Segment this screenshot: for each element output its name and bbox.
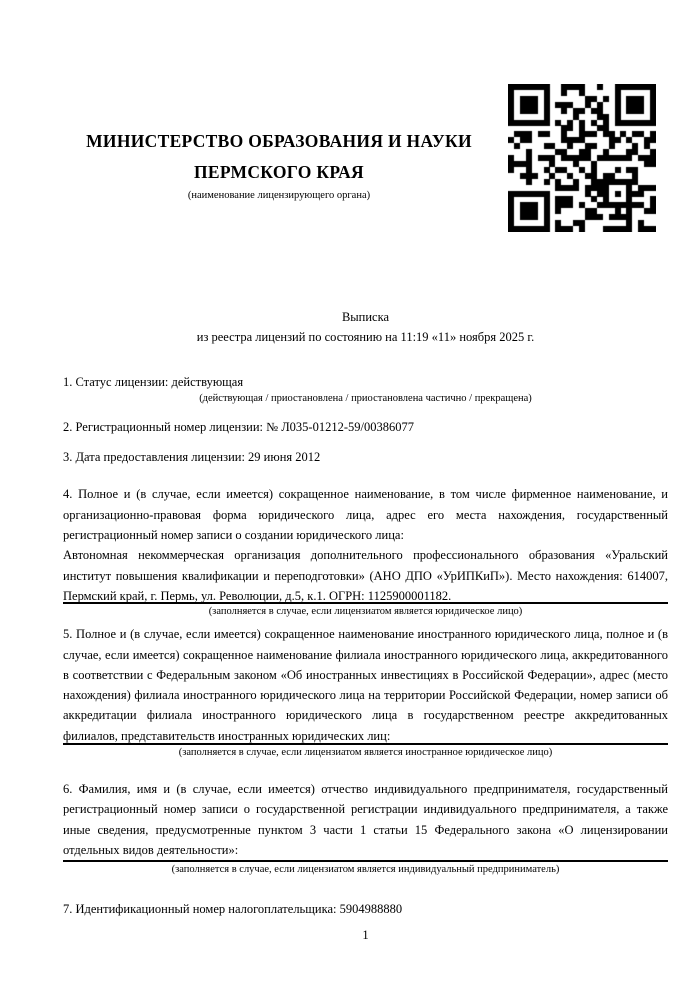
taxpayer-id: 7. Идентификационный номер налогоплательщика: 5904988880 bbox=[63, 902, 403, 917]
document-subtitle-date: из реестра лицензий по состоянию на 11:19 «11» ноября 2025 г. bbox=[196, 330, 535, 345]
individual-entrepreneur-rule bbox=[63, 860, 668, 862]
legal-entity-label: 4. Полное и (в случае, если имеется) сокращенное наименование, в том числе фирменное наименование, и организационно-правовая форма юридического лица, адрес его места нахождения, государственный регистрационный номер записи о создании юридического лица: bbox=[63, 487, 668, 543]
individual-entrepreneur-label: 6. Фамилия, имя и (в случае, если имеется) отчество индивидуального предпринимателя, государственный регистрационный номер записи о государственной регистрации индивидуального предпринимателя, а также иные сведения, предусмотренные пунктом 3 части 1 статьи 15 Федерального закона «О лицензировании отдельных видов деятельности»: bbox=[63, 782, 668, 857]
foreign-entity-label: 5. Полное и (в случае, если имеется) сокращенное наименование иностранного юридического лица, полное и (в случае, если имеется) сокращенное наименование филиала иностранного юридического лица, аккредитованного в соответствии с Федеральным законом «Об иностранных инвестициях в Российской Федерации», адрес (место нахождения) филиала иностранного юридического лица на территории Российской Федерации, номер записи об аккредитации филиала иностранного юридического лица в государственном реестре аккредитованных филиалов, представительств иностранных юридических лиц: bbox=[63, 627, 668, 743]
qr-code-icon bbox=[508, 84, 656, 232]
document-body bbox=[63, 307, 668, 920]
license-status: 1. Статус лицензии: действующая bbox=[63, 374, 244, 389]
license-status-caption: (действующая / приостановлена / приостановлена частично / прекращена) bbox=[199, 392, 532, 404]
foreign-entity-caption: (заполняется в случае, если лицензиатом является иностранное юридическое лицо) bbox=[178, 747, 553, 759]
legal-entity-caption: (заполняется в случае, если лицензиатом является юридическое лицо) bbox=[208, 606, 523, 618]
grant-date: 3. Дата предоставления лицензии: 29 июня 2012 bbox=[63, 450, 321, 465]
ministry-name-line2: ПЕРМСКОГО КРАЯ bbox=[194, 162, 364, 182]
ministry-name-line1: МИНИСТЕРСТВО ОБРАЗОВАНИЯ И НАУКИ bbox=[86, 131, 472, 151]
document-title: Выписка bbox=[341, 310, 390, 324]
legal-entity-value: Автономная некоммерческая организация дополнительного профессионального образования «Уральский институт повышения квалификации и переподготовки» (АНО ДПО «УрИПКиП»). Место нахождения: 614007, Пермский край, г. Пермь, ул. Революции, д.5, к.1. ОГРН: 1125900001182. bbox=[63, 548, 668, 603]
ministry-caption: (наименование лицензирующего органа) bbox=[187, 190, 371, 201]
page-number: 1 bbox=[362, 928, 369, 942]
registration-number: 2. Регистрационный номер лицензии: № Л035-01212-59/00386077 bbox=[63, 419, 414, 434]
individual-entrepreneur-caption: (заполняется в случае, если лицензиатом является индивидуальный предприниматель) bbox=[171, 864, 560, 876]
licensing-authority-header bbox=[63, 126, 495, 202]
